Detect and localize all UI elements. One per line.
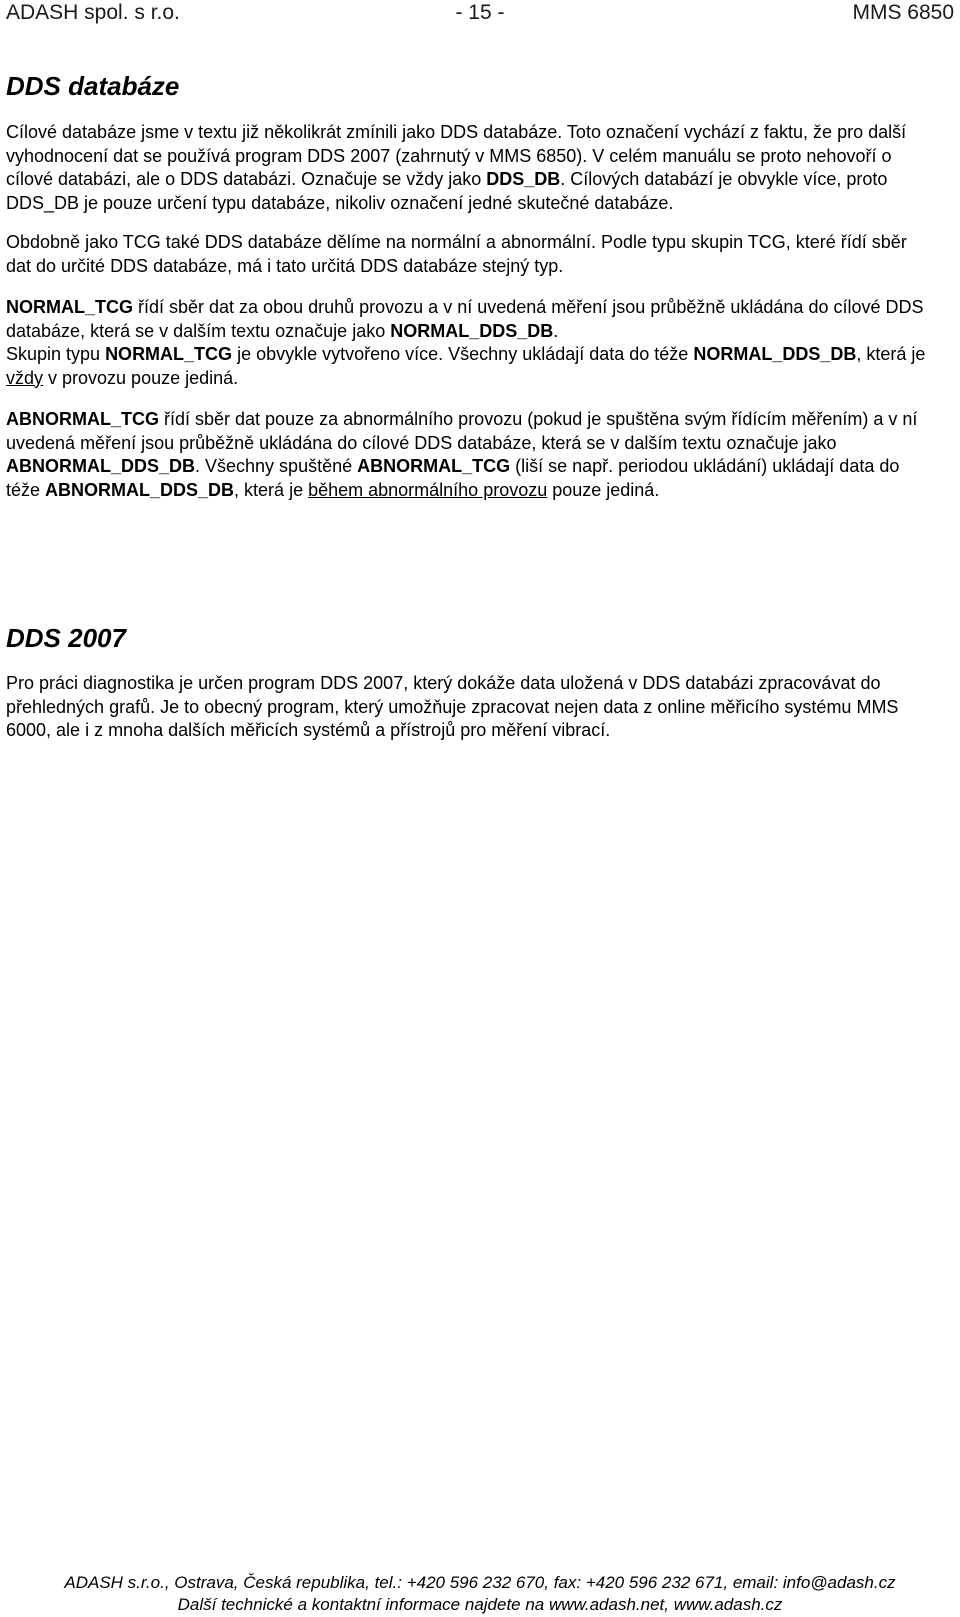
paragraph-types — [6, 231, 936, 278]
paragraph-intro — [6, 121, 936, 215]
bold-term: DDS_DB — [486, 169, 561, 189]
bold-term: ABNORMAL_TCG — [6, 409, 159, 429]
bold-term: NORMAL_TCG — [105, 344, 233, 364]
text: v provozu pouze jediná. — [43, 367, 239, 388]
header-company: ADASH spol. s r.o. — [6, 1, 180, 24]
text: . Všechny spuštěné — [195, 456, 358, 476]
text: řídí sběr dat pouze za abnormálního provozu (pokud je spuštěna svým řídícím měřením) a v ní uvedená měření jsou průběžně ukládána do cílové DDS databáze, která se v dalším textu označuje jako — [6, 409, 918, 453]
text: Cílové databáze jsme v textu již několikrát zmínili jako DDS databáze. Toto označení vychází z faktu, že pro další vyhodnocení dat se používá program DDS 2007 (zahrnutý v MMS 6850). V celém manuálu se proto nehovoří o cílové databázi, ale o DDS databázi. Označuje se vždy jako — [6, 122, 907, 189]
section-title-dds-databaze: DDS databáze — [6, 71, 180, 101]
page-header — [6, 0, 954, 30]
text: pouze jediná. — [547, 479, 660, 500]
text: , která je — [856, 344, 926, 364]
text: řídí sběr dat za obou druhů provozu a v ní uvedená měření jsou průběžně ukládána do cílové DDS databáze, která se v dalším textu označuje jako — [6, 297, 924, 341]
text: Obdobně jako TCG také DDS databáze dělíme na normální a abnormální. Podle typu skupin TCG, které řídí sběr dat do určité DDS databáze, má i tato určitá DDS databáze stejný typ. — [6, 232, 907, 276]
bold-term: NORMAL_DDS_DB — [390, 320, 554, 341]
section-title-dds-2007: DDS 2007 — [6, 623, 126, 653]
paragraph-normal-tcg — [6, 296, 936, 390]
page-footer — [0, 1572, 960, 1616]
header-product: MMS 6850 — [852, 1, 954, 24]
bold-term: ABNORMAL_DDS_DB — [6, 456, 196, 476]
bold-term: ABNORMAL_DDS_DB — [45, 479, 235, 500]
footer-info-line: Další technické a kontaktní informace najdete na www.adash.net, www.adash.cz — [177, 1595, 783, 1614]
text: Skupin typu — [6, 344, 106, 364]
text: . — [553, 320, 559, 341]
underlined-term: během abnormálního provozu — [308, 479, 548, 500]
text: . Cílových databází je obvykle více, proto DDS_DB je pouze určení typu databáze, nikoliv označení jedné skutečné databáze. — [6, 169, 888, 213]
document-body — [6, 66, 936, 743]
bold-term: NORMAL_DDS_DB — [693, 344, 857, 364]
text: , která je — [234, 479, 309, 500]
bold-term: NORMAL_TCG — [6, 297, 133, 317]
paragraph-dds-2007 — [6, 672, 936, 743]
text: (liší se např. periodou ukládání) ukládají data do téže — [6, 456, 900, 500]
text: je obvykle vytvořeno více. Všechny ukládají data do téže — [232, 344, 694, 364]
underlined-term: vždy — [6, 367, 44, 388]
header-page-number: - 15 - — [455, 1, 505, 24]
bold-term: ABNORMAL_TCG — [357, 456, 511, 476]
paragraph-abnormal-tcg — [6, 408, 936, 502]
text: Pro práci diagnostika je určen program DDS 2007, který dokáže data uložená v DDS databázi zpracovávat do přehledných grafů. Je to obecný program, který umožňuje zpracovat nejen data z online měřicího systému MMS 6000, ale i z mnoha dalších měřicích systémů a přístrojů pro měření vibrací. — [6, 673, 899, 740]
footer-contact-line: ADASH s.r.o., Ostrava, Česká republika, tel.: +420 596 232 670, fax: +420 596 232 671, email: info@adash.cz — [64, 1573, 896, 1592]
